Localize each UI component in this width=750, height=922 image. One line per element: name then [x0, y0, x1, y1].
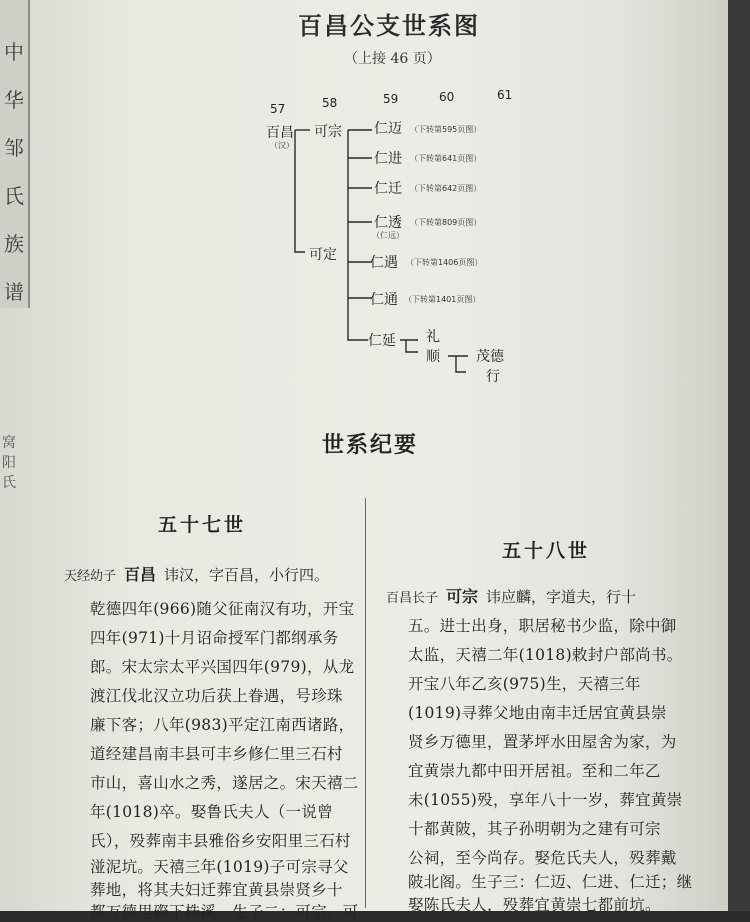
generation-heading: 五十八世 — [502, 540, 591, 562]
entry-relation: 天经幼子 — [64, 569, 117, 584]
body-text-line: 宜黄崇九都中田开居祖。至和二年乙 — [408, 762, 661, 780]
body-text-line: 年(1018)卒。娶鲁氏夫人（一说曾 — [90, 803, 333, 821]
generation-number: 57 — [270, 102, 286, 116]
tree-node-renmai: 仁迈 — [374, 121, 402, 137]
edge-char: 窝 — [2, 435, 16, 451]
sidebar-char: 华 — [4, 88, 24, 112]
edge-char: 氏 — [2, 475, 16, 491]
generation-number: 58 — [322, 96, 338, 110]
column-divider — [365, 498, 366, 908]
entry-name: 百昌 — [124, 565, 157, 584]
entry-lead — [64, 562, 329, 585]
body-text-line: 太监，天禧二年(1018)敕封户部尚书。 — [408, 646, 683, 664]
tree-node-rentong: 仁通 — [370, 292, 398, 308]
body-text-line: 道经建昌南丰县可丰乡修仁里三石村 — [90, 745, 343, 763]
generation-number: 60 — [439, 90, 455, 104]
tree-node-note: （下转第595页图） — [410, 125, 482, 134]
tree-subtitle: （上接 46 页） — [344, 51, 441, 67]
body-text-line: 陂北阁。生子三：仁迈、仁进、仁迁；继 — [408, 873, 693, 891]
sidebar-char: 谱 — [4, 280, 24, 304]
sidebar-char: 中 — [4, 40, 24, 64]
body-text-line: 都万德里磜下株溪。生子二：可宗、可 — [90, 903, 359, 921]
edge-char: 阳 — [2, 455, 16, 471]
tree-node-note: （下转第642页图） — [410, 184, 482, 193]
generation-number: 59 — [383, 92, 399, 106]
tree-node-maode: 茂德 — [476, 349, 504, 365]
body-text-line: 未(1055)殁，享年八十一岁，葬宜黄崇 — [408, 791, 683, 809]
body-text-line: 开宝八年乙亥(975)生，天禧三年 — [408, 675, 641, 693]
body-text-line: 五。进士出身，职居秘书少监，除中御 — [408, 617, 677, 635]
entry-relation: 百昌长子 — [386, 591, 439, 606]
entry-lead-text: 讳应麟，字道夫，行十 — [486, 588, 637, 606]
tree-node-kezong: 可宗 — [314, 124, 342, 140]
body-text-line: 渡江伐北汉立功后获上眷遇，号珍珠 — [90, 687, 343, 705]
tree-node-shun: 顺 — [426, 349, 440, 365]
tree-node-renqian: 仁迁 — [374, 181, 402, 197]
body-text-line: 湴泥坑。天禧三年(1019)子可宗寻父 — [90, 858, 349, 876]
tree-node-note: （下转第809页图） — [410, 218, 482, 227]
body-text-line: 乾德四年(966)随父征南汉有功，开宝 — [90, 600, 355, 618]
section-title: 世系纪要 — [322, 433, 419, 458]
tree-node-li: 礼 — [426, 329, 440, 345]
tree-node-note: （下转第1401页图） — [404, 295, 481, 304]
body-text-line: 四年(971)十月诏命授军门都纲承务 — [90, 629, 339, 647]
tree-node-rentou: 仁透 — [374, 215, 402, 231]
tree-node-xing: 行 — [486, 369, 500, 385]
generation-heading: 五十七世 — [158, 514, 247, 536]
entry-lead-text: 讳汉，字百昌，小行四。 — [164, 566, 330, 584]
body-text-line: 葬地，将其夫妇迁葬宜黄县崇贤乡十 — [90, 881, 343, 899]
generation-number: 61 — [497, 88, 513, 102]
tree-node-renyu: 仁遇 — [370, 255, 398, 271]
tree-node-note: （下转第1406页图） — [406, 258, 483, 267]
sidebar-char: 族 — [4, 232, 24, 256]
body-text-line: 郎。宋太宗太平兴国四年(979)，从龙 — [90, 658, 355, 676]
body-text-line: 贤乡万德里，置茅坪水田屋舍为家，为 — [408, 733, 677, 751]
body-text-line: 氏），殁葬南丰县雅俗乡安阳里三石村 — [90, 832, 351, 850]
body-text-line: 公祠，至今尚存。娶危氏夫人，殁葬戴 — [408, 849, 677, 867]
tree-node-note: （汉） — [270, 141, 294, 150]
body-text-line: 廉下客；八年(983)平定江南西诸路， — [90, 716, 355, 734]
sidebar-char: 氏 — [4, 184, 24, 208]
tree-node-note: （下转第641页图） — [410, 154, 482, 163]
tree-node-note: （仁远） — [372, 231, 404, 240]
entry-lead — [386, 584, 636, 607]
tree-node-renjin: 仁进 — [374, 151, 402, 167]
page-edge-shadow — [728, 0, 750, 911]
sidebar-char: 邹 — [4, 136, 24, 160]
tree-node-baichang: 百昌 — [266, 125, 294, 141]
body-text-line: 市山，喜山水之秀，遂居之。宋天禧二 — [90, 774, 359, 792]
body-text-line: (1019)寻葬父地由南丰迁居宜黄县崇 — [408, 704, 667, 722]
body-text-line: 十都黄陂，其子孙明朝为之建有可宗 — [408, 820, 661, 838]
tree-node-keding: 可定 — [309, 247, 337, 263]
entry-name: 可宗 — [446, 587, 479, 606]
tree-node-renting: 仁延 — [368, 333, 396, 349]
tree-connector-lines — [0, 0, 728, 400]
body-text-line: 娶陈氏夫人，殁葬宜黄崇七都前坑。 — [408, 896, 661, 914]
tree-title: 百昌公支世系图 — [298, 12, 480, 40]
